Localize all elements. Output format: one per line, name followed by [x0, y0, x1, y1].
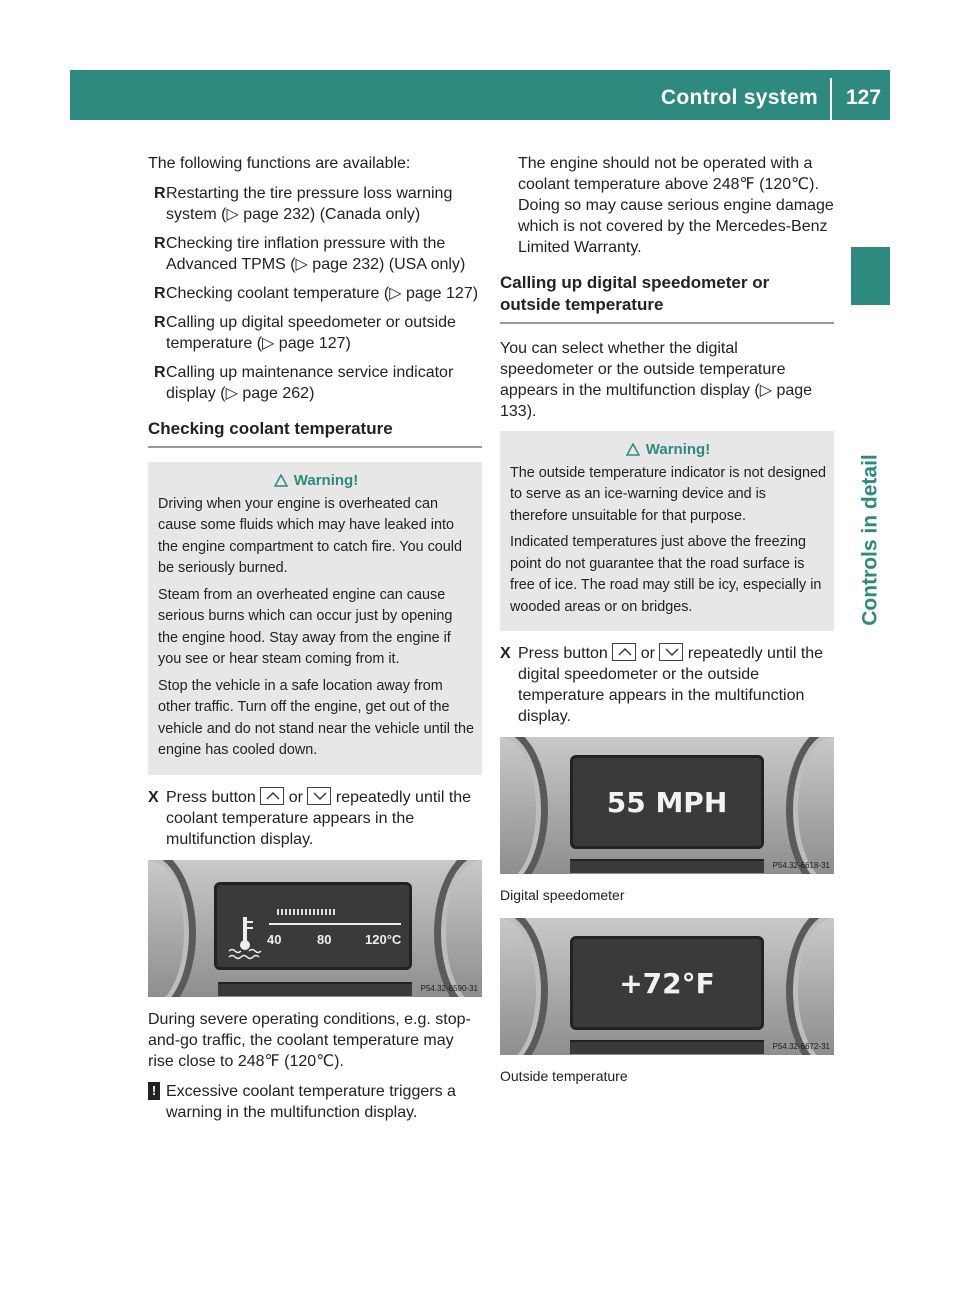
list-item: R Calling up maintenance service indicator display (▷ page 262) [154, 364, 454, 402]
button-up-icon [612, 643, 636, 661]
bullet-icon: R [154, 314, 166, 331]
list-item: R Checking tire inflation pressure with the Advanced TPMS (▷ page 232) (USA only) [154, 235, 466, 273]
right-gauge [786, 737, 834, 874]
instruction-step: X Press button or repeatedly until the digital speedometer or the outside temperature appears in the multifunction display. [500, 645, 824, 725]
left-gauge [500, 737, 548, 874]
right-gauge [786, 918, 834, 1055]
coolant-temperature-icon [225, 913, 265, 963]
left-gauge [148, 860, 196, 997]
list-item: R Calling up digital speedometer or outside temperature (▷ page 127) [154, 314, 456, 352]
warning-paragraph: Indicated temperatures just above the freezing point do not guarantee that the road surface is free of ice. The road may still be icy, especially in wooded areas or on bridges. [510, 534, 822, 615]
bullet-icon: R [154, 235, 166, 252]
temperature-scale-line [269, 923, 401, 925]
image-caption: Digital speedometer [500, 887, 625, 903]
section-heading-coolant: Checking coolant temperature [148, 418, 482, 448]
display-lower-panel [218, 982, 412, 996]
side-tab-label: Controls in detail [858, 454, 882, 626]
note-item: ! Excessive coolant temperature triggers a warning in the multifunction display. [148, 1081, 482, 1123]
warning-box [148, 462, 482, 775]
section-heading-speedometer: Calling up digital speedometer or outside temperature [500, 272, 834, 324]
button-down-icon [307, 787, 331, 805]
image-caption: Outside temperature [500, 1068, 628, 1084]
body-paragraph: The engine should not be operated with a coolant temperature above 248℉ (120℃). Doing so may cause serious engine damage which is not covered by the Mercedes-Benz Limited Warranty. [518, 155, 834, 256]
button-down-icon [659, 643, 683, 661]
display-lower-panel [570, 1040, 764, 1054]
warning-header: Warning! [510, 439, 826, 461]
image-code: P54.32-6672-31 [772, 1042, 830, 1051]
warning-box [500, 431, 834, 631]
page-section-title: Control system [660, 86, 818, 109]
scale-label: 80 [317, 931, 332, 947]
speedometer-display-image [500, 737, 834, 874]
scale-label: 120°C [365, 931, 402, 947]
warning-paragraph: Steam from an overheated engine can cause serious burns which can occur just by opening the engine hood. Stay away from the engine if you see or hear steam coming from it. [158, 586, 453, 667]
left-gauge [500, 918, 548, 1055]
display-lower-panel [570, 859, 764, 873]
body-paragraph: You can select whether the digital speedometer or the outside temperature appears in the multifunction display (▷ page 133). [500, 340, 813, 420]
body-paragraph: During severe operating conditions, e.g. stop-and-go traffic, the coolant temperature may rise close to 248℉ (120℃). [148, 1010, 471, 1070]
button-up-icon [260, 787, 284, 805]
image-code: P54.32-6590-31 [420, 983, 478, 993]
temperature-bar [277, 909, 337, 915]
bullet-icon: R [154, 285, 166, 302]
outside-temperature-display-image [500, 918, 834, 1055]
page-number: 127 [846, 86, 882, 109]
header-separator [830, 78, 832, 120]
action-arrow-icon: X [500, 645, 511, 662]
multifunction-display: 55 MPH [570, 755, 764, 849]
bullet-icon: R [154, 364, 166, 381]
action-arrow-icon: X [148, 788, 159, 806]
multifunction-display: +72°F [570, 936, 764, 1030]
bullet-icon: R [154, 185, 166, 202]
warning-triangle-icon [274, 474, 288, 487]
instruction-step: X Press button or repeatedly until the coolant temperature appears in the multifunction display. [148, 788, 472, 848]
intro-text: The following functions are available: [148, 155, 411, 172]
left-column [148, 153, 482, 1123]
note-exclamation-icon: ! [148, 1082, 160, 1100]
image-code: P54.32-6618-31 [772, 861, 830, 870]
right-column [500, 153, 834, 1099]
scale-label: 40 [267, 931, 282, 947]
warning-triangle-icon [626, 443, 640, 456]
warning-paragraph: Stop the vehicle in a safe location away from other traffic. Turn off the engine, get out of the vehicle and do not stand near the vehicle until the engine has cooled down. [158, 677, 475, 758]
side-tab-marker [851, 247, 890, 305]
warning-paragraph: The outside temperature indicator is not designed to serve as an ice-warning device and is therefore unsuitable for that purpose. [510, 464, 826, 524]
list-item: R Restarting the tire pressure loss warning system (▷ page 232) (Canada only) [154, 185, 453, 223]
list-item: R Checking coolant temperature (▷ page 127) [154, 285, 479, 302]
warning-paragraph: Driving when your engine is overheated can cause some fluids which may have leaked into the engine compartment to catch fire. You could be seriously burned. [158, 495, 462, 576]
coolant-display-image [148, 860, 482, 997]
multifunction-display [214, 882, 412, 970]
right-gauge [434, 860, 482, 997]
warning-header: Warning! [158, 470, 474, 492]
